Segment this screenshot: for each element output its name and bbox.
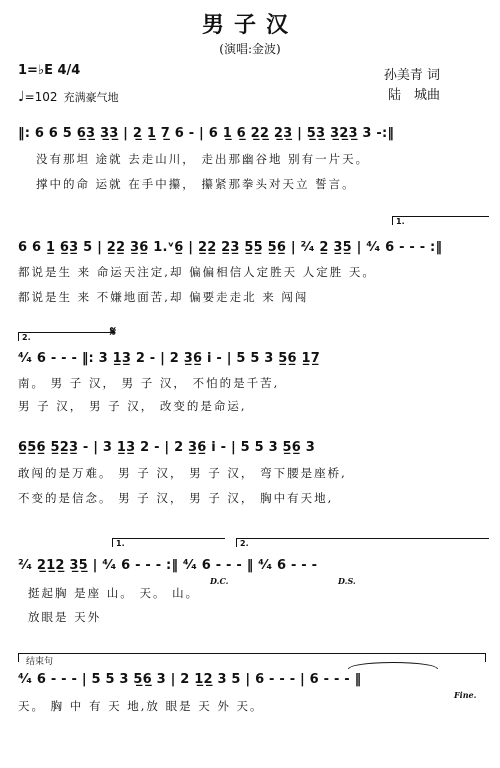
- lyric-row-5-verse-1: 挺起胸 是座 山。 天。 山。: [28, 586, 200, 600]
- composer-credit: 陆 城曲: [387, 88, 440, 103]
- volta-label-1: 1.: [396, 217, 405, 226]
- volta-bracket-3: [112, 538, 225, 547]
- notation-row-1: ‖: 6 6 5 6̲3̲ 3̲3̲ | 2̲ 1̲ 7̲ 6 - | 6 1̲ 6̲ 2̲2̲ 2̲3̲ | 5̲3̲ 3̲2̲3̲ 3 -:‖: [18, 126, 395, 141]
- dal-segno-mark: D.S.: [338, 576, 356, 586]
- notation-row-6: ⁴⁄₄ 6 - - - | 5 5 3 5̲6̲ 3 | 2 1̲2̲ 3 5 | 6 - - - | 6 - - - ‖: [18, 672, 362, 687]
- volta-label-2: 2.: [22, 333, 31, 342]
- quarter-note-icon: ♩: [18, 89, 25, 105]
- tempo-value: =102: [24, 90, 58, 104]
- lyric-row-4-verse-2: 不变的是信念。 男 子 汉， 男 子 汉， 胸中有天地,: [18, 491, 334, 505]
- final-slur: [348, 662, 438, 669]
- lyric-row-2-verse-1: 都说是生 来 命运天注定,却 偏偏相信人定胜天 人定胜 天。: [18, 265, 376, 279]
- lyricist-credit: 孙美青 词: [383, 68, 440, 83]
- volta-bracket-1: [392, 216, 489, 225]
- segno-sign: 𝄋: [110, 324, 117, 340]
- lyric-row-5-verse-2: 放眼是 天外: [28, 610, 102, 624]
- notation-row-4: 6̲5̲6̲ 5̲2̲3̲ - | 3 1̲3̲ 2 - | 2 3̲6̲ i - | 5 5 3 5̲6̲ 3: [18, 440, 316, 455]
- fine-mark: Fine.: [454, 690, 477, 700]
- coda-bracket: [18, 653, 486, 662]
- tempo-marking: [18, 89, 119, 105]
- lyric-row-2-verse-2: 都说是生 来 不嫌地面苦,却 偏要走走北 来 闯闯: [18, 290, 309, 304]
- volta-bracket-2: [18, 332, 115, 341]
- expression-text: 充满豪气地: [63, 91, 119, 104]
- lyric-row-4-verse-1: 敢闯的是万难。 男 子 汉， 男 子 汉， 弯下腰是座桥,: [18, 466, 347, 480]
- notation-row-5: ²⁄₄ 2̲1̲2̲ 3̲5̲ | ⁴⁄₄ 6 - - - :‖ ⁴⁄₄ 6 - - - ‖ ⁴⁄₄ 6 - - -: [18, 558, 318, 573]
- notation-row-2: 6 6 1̲ 6̲3̲ 5 | 2̲2̲ 3̲6̲ 1.ᵛ6̲ | 2̲2̲ 2̲3̲ 5̲5̲ 5̲6̲ | ²⁄₄ 2̲ 3̲5̲ | ⁴⁄₄ 6 - - - :‖: [18, 240, 443, 255]
- lyric-row-3-verse-2: 男 子 汉， 男 子 汉， 改变的是命运,: [18, 399, 247, 413]
- volta-label-4: 2.: [240, 539, 249, 548]
- volta-label-3: 1.: [116, 539, 125, 548]
- lyric-row-1-verse-2: 撑中的命 运就 在手中攥， 攥紧那拳头对天立 誓言。: [36, 177, 356, 191]
- lyric-row-3-verse-1: 南。 男 子 汉， 男 子 汉， 不怕的是千苦,: [18, 376, 280, 390]
- notation-row-3: ⁴⁄₄ 6 - - - ‖: 3 1̲3̲ 2 - | 2 3̲6̲ i - | 5 5 3 5̲6̲ 1̲7̲: [18, 351, 320, 366]
- lyric-row-6-verse-1: 天。 胸 中 有 天 地,放 眼是 天 外 天。: [18, 699, 264, 713]
- key-signature: 1=♭E 4/4: [18, 63, 81, 78]
- song-title: 男子汉: [201, 12, 298, 38]
- da-capo-mark: D.C.: [210, 576, 229, 586]
- lyric-row-1-verse-1: 没有那坦 途就 去走山川， 走出那幽谷地 别有一片天。: [36, 152, 370, 166]
- song-subtitle: (演唱:金波): [219, 42, 281, 56]
- coda-label: 结束句: [26, 657, 54, 667]
- volta-bracket-4: [236, 538, 489, 547]
